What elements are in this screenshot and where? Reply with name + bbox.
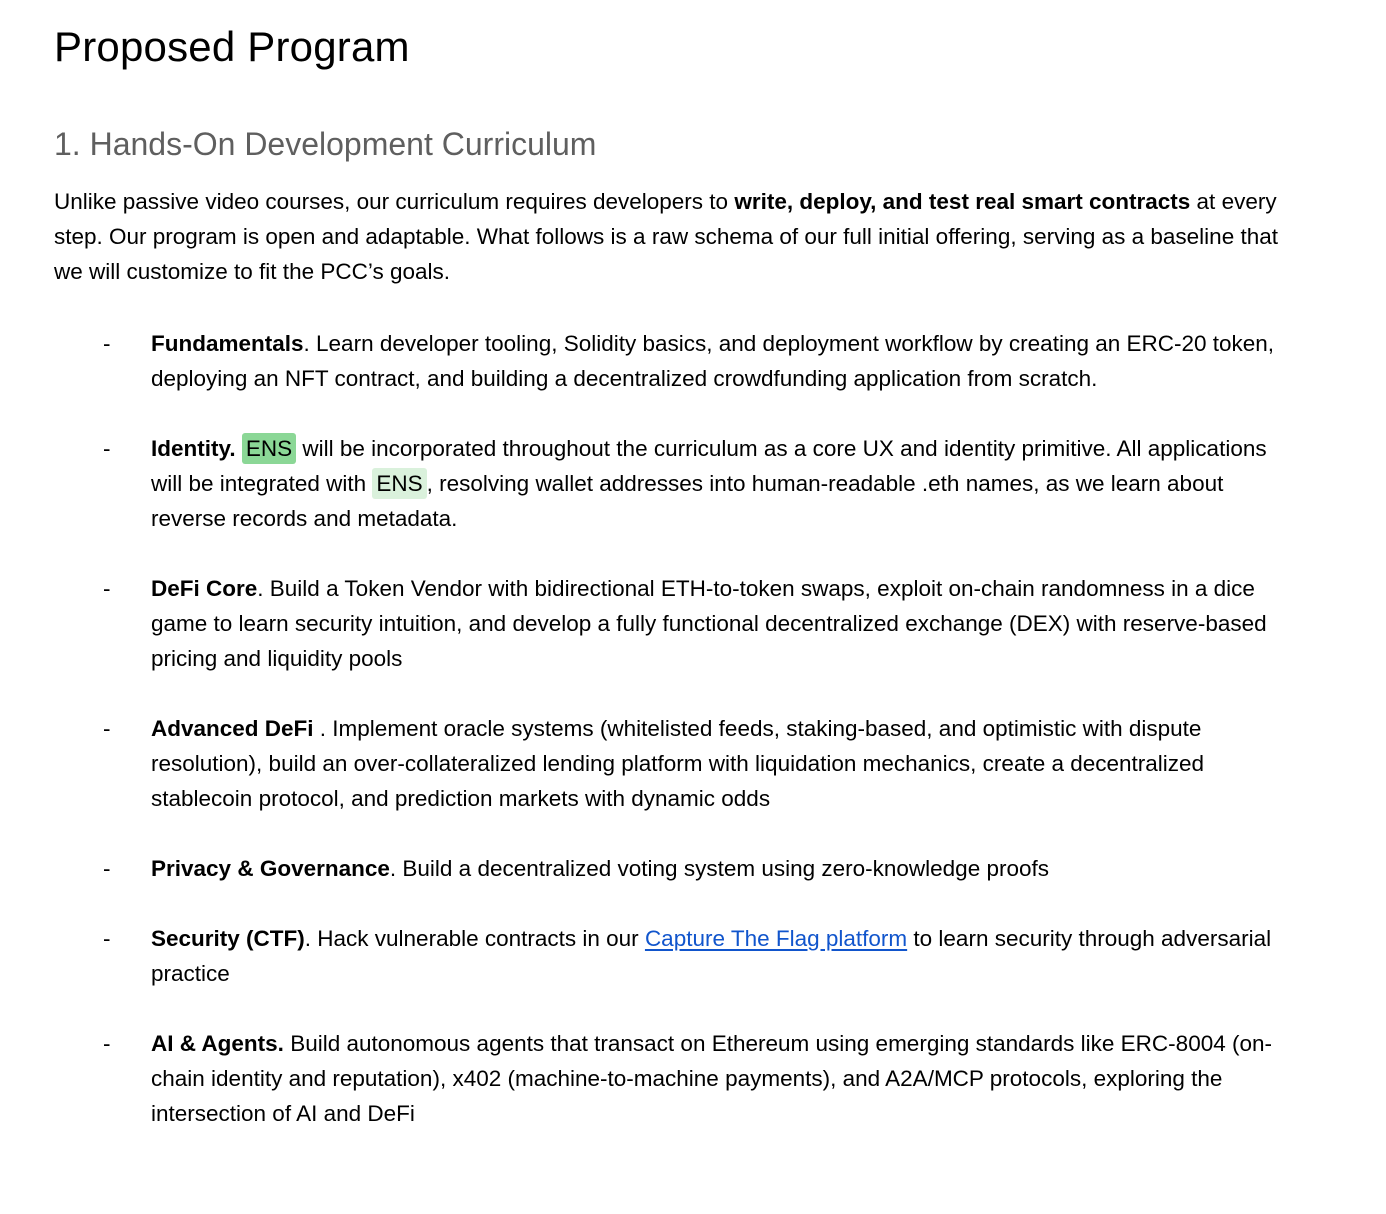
bold-text-run: Privacy & Governance <box>151 856 390 881</box>
list-item-advanced-defi <box>54 711 1284 816</box>
list-item-privacy-governance <box>54 851 1284 886</box>
text-run: Unlike passive video courses, our curriculum requires developers to <box>54 189 735 214</box>
page-title: Proposed Program <box>54 23 410 70</box>
ens-highlight-strong: ENS <box>242 433 296 464</box>
bullet-dash: - <box>103 576 111 601</box>
list-item-security-ctf <box>54 921 1284 991</box>
text-run: . Build a Token Vendor with bidirectional ETH-to-token swaps, exploit on-chain randomness in a dice game to learn security intuition, and develop a fully functional decentralized exchange (DEX) with reserve-based pricing and liquidity pools <box>151 576 1267 671</box>
bullet-dash: - <box>103 436 111 461</box>
list-item-text <box>151 326 1284 396</box>
text-run: Build autonomous agents that transact on Ethereum using emerging standards like ERC-8004 (on-chain identity and reputation), x402 (machine-to-machine payments), and A2A/MCP protocols, exploring the intersection of AI and DeFi <box>151 1031 1272 1126</box>
bold-text-run: Fundamentals <box>151 331 304 356</box>
text-run: . Hack vulnerable contracts in our <box>304 926 645 951</box>
bold-text-run: Identity. <box>151 436 242 461</box>
list-item-text <box>151 431 1284 536</box>
curriculum-list <box>54 326 1284 1131</box>
bullet-dash: - <box>103 856 111 881</box>
list-item-identity <box>54 431 1284 536</box>
list-item-ai-agents <box>54 1026 1284 1131</box>
bold-text-run: Advanced DeFi <box>151 716 314 741</box>
section-heading: 1. Hands-On Development Curriculum <box>54 126 597 162</box>
bullet-dash: - <box>103 1031 111 1056</box>
bold-text-run: write, deploy, and test real smart contracts <box>734 189 1191 214</box>
list-item-defi-core <box>54 571 1284 676</box>
text-run: . Implement oracle systems (whitelisted feeds, staking-based, and optimistic with dispute resolution), build an over-collateralized lending platform with liquidation mechanics, create a decentralized stablecoin protocol, and prediction markets with dynamic odds <box>151 716 1205 811</box>
text-run: , resolving wallet addresses into human-readable .eth names, as we learn about reverse records and metadata. <box>151 471 1224 531</box>
intro-paragraph <box>54 184 1284 289</box>
bold-text-run: AI & Agents. <box>151 1031 284 1056</box>
text-run: . Learn developer tooling, Solidity basics, and deployment workflow by creating an ERC-20 token, deploying an NFT contract, and building a decentralized crowdfunding application from scratch. <box>151 331 1275 391</box>
bullet-dash: - <box>103 926 111 951</box>
ens-highlight-light: ENS <box>372 468 426 499</box>
list-item-text <box>151 1026 1284 1131</box>
bold-text-run: Security (CTF) <box>151 926 305 951</box>
bullet-dash: - <box>103 331 111 356</box>
list-item-text <box>151 851 1284 886</box>
list-item-fundamentals <box>54 326 1284 396</box>
list-item-text <box>151 711 1284 816</box>
text-run: will be incorporated throughout the curriculum as a core UX and identity primitive. All applications will be integrated with <box>151 436 1267 496</box>
list-item-text <box>151 571 1284 676</box>
list-item-text <box>151 921 1284 991</box>
bullet-dash: - <box>103 716 111 741</box>
text-run: at every step. Our program is open and adaptable. What follows is a raw schema of our full initial offering, serving as a baseline that we will customize to fit the PCC’s goals. <box>54 189 1278 284</box>
bold-text-run: DeFi Core <box>151 576 258 601</box>
capture-the-flag-link[interactable]: Capture The Flag platform <box>644 926 908 951</box>
text-run: to learn security through adversarial practice <box>151 926 1272 986</box>
text-run: . Build a decentralized voting system using zero-knowledge proofs <box>389 856 1049 881</box>
